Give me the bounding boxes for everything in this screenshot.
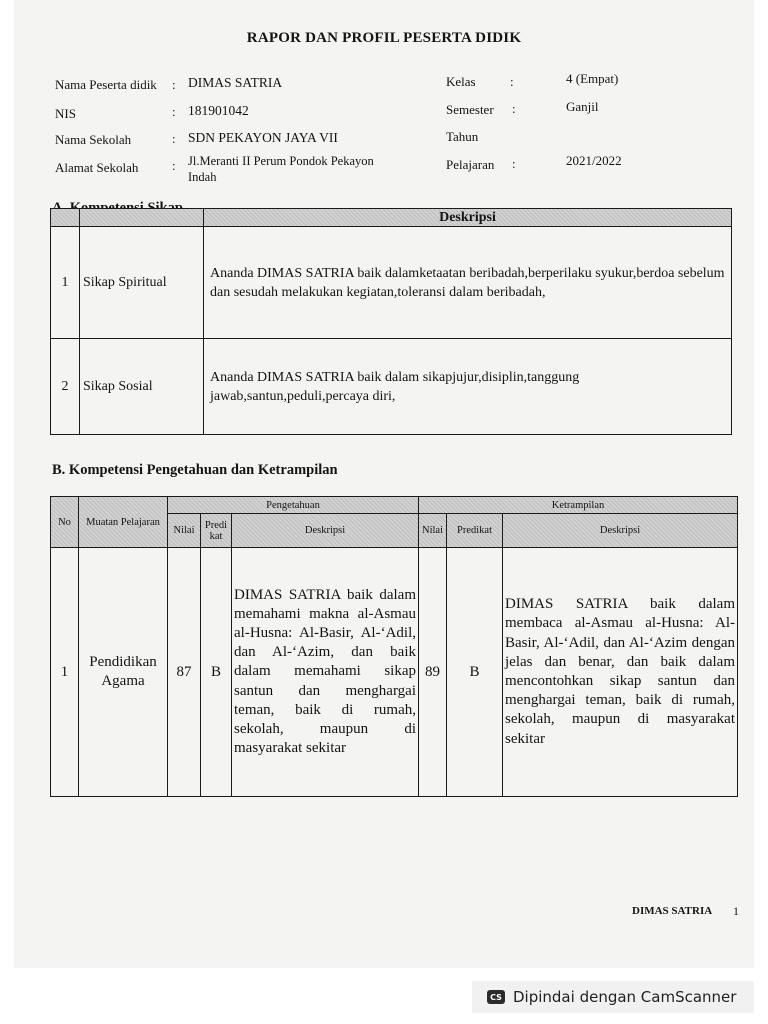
skills-score: 89 [419, 548, 447, 797]
header-subject: Muatan Pelajaran [79, 497, 168, 548]
address-colon: : [172, 158, 176, 173]
nis-label: NIS [55, 106, 76, 121]
header-knowledge-score: Nilai [168, 514, 201, 548]
header-skills-predicate: Predikat [447, 514, 503, 548]
school-colon: : [172, 131, 176, 146]
nis-colon: : [172, 104, 176, 119]
knowledge-skills-table [50, 496, 738, 797]
attitude-row-description: Ananda DIMAS SATRIA baik dalamketaatan beribadah,berperilaku syukur,berdoa sebelum dan sesudah melakukan kegiatan,toleransi dalam beribadah, [204, 227, 732, 339]
year-label-line-1: Tahun [446, 129, 479, 144]
address-value [188, 153, 374, 185]
footer-student-name: DIMAS SATRIA [632, 905, 713, 917]
address-line-2: Indah [188, 170, 217, 184]
address-line-1: Jl.Meranti II Perum Pondok Pekayon [188, 154, 374, 168]
attitude-row-aspect: Sikap Sosial [80, 339, 204, 435]
document-title: RAPOR DAN PROFIL PESERTA DIDIK [246, 30, 522, 46]
table-row [51, 227, 732, 339]
subject-name-line-1: Pendidikan [89, 654, 157, 670]
attitude-row-no: 1 [51, 227, 80, 339]
knowledge-description: DIMAS SATRIA baik dalam memahami makna al-Asmau al-Husna: Al-Basir, Al-‘Adil, dan Al-‘Azim, dan baik dalam memahami sikap santun dan menghargai teman, baik di rumah, sekolah, maupun di masyarakat sekitar [232, 548, 419, 797]
footer-page-number: 1 [733, 904, 739, 918]
header-knowledge-predicate [201, 514, 232, 548]
class-label: Kelas [446, 74, 476, 89]
subject-name [79, 548, 168, 797]
header-predicate-line-2: kat [209, 530, 223, 542]
attitude-table [50, 208, 732, 435]
camscanner-text: Dipindai dengan CamScanner [513, 988, 737, 1006]
class-value: 4 (Empat) [566, 71, 619, 86]
semester-value: Ganjil [566, 99, 599, 114]
nis-value: 181901042 [188, 103, 249, 118]
class-colon: : [510, 74, 514, 89]
header-knowledge: Pengetahuan [168, 497, 419, 514]
school-label: Nama Sekolah [55, 132, 132, 147]
header-skills-description: Deskripsi [503, 514, 738, 548]
attitude-header-blank-aspect [80, 209, 204, 227]
header-knowledge-description: Deskripsi [232, 514, 419, 548]
school-value: SDN PEKAYON JAYA VII [188, 130, 338, 145]
header-predicate-line-1: Predi [204, 519, 228, 531]
header-skills-score: Nilai [419, 514, 447, 548]
year-value: 2021/2022 [566, 153, 622, 168]
table-row [51, 339, 732, 435]
skills-predicate: B [447, 548, 503, 797]
section-b-heading: B. Kompetensi Pengetahuan dan Ketrampilan [52, 462, 338, 478]
attitude-row-description: Ananda DIMAS SATRIA baik dalam sikapjujur,disiplin,tanggung jawab,santun,peduli,percaya diri, [204, 339, 732, 435]
attitude-header-blank-no [51, 209, 80, 227]
header-skills: Ketrampilan [419, 497, 738, 514]
semester-colon: : [512, 101, 516, 116]
name-value: DIMAS SATRIA [188, 75, 283, 90]
year-colon: : [512, 156, 516, 171]
attitude-row-aspect: Sikap Spiritual [80, 227, 204, 339]
name-label: Nama Peserta didik [55, 77, 157, 92]
knowledge-score: 87 [168, 548, 201, 797]
subject-name-line-2: Agama [101, 673, 145, 689]
header-no: No [51, 497, 79, 548]
table-row [51, 548, 738, 797]
skills-description: DIMAS SATRIA baik dalam membaca al-Asmau al-Husna: Al-Basir, Al-‘Adil, dan Al-‘Azim dengan jelas dan benar, dan baik dalam mencontohkan sikap santun dan menghargai teman, baik di rumah, sekolah, maupun di masyarakat sekitar [503, 548, 738, 797]
camscanner-logo-icon: CS [487, 990, 505, 1004]
semester-label: Semester [446, 102, 494, 117]
name-colon: : [172, 77, 176, 92]
attitude-header-description: Deskripsi [204, 209, 732, 227]
subject-no: 1 [51, 548, 79, 797]
knowledge-predicate: B [201, 548, 232, 797]
year-label-line-2: Pelajaran [446, 157, 495, 172]
address-label: Alamat Sekolah [55, 160, 139, 175]
attitude-row-no: 2 [51, 339, 80, 435]
camscanner-watermark [472, 981, 754, 1013]
